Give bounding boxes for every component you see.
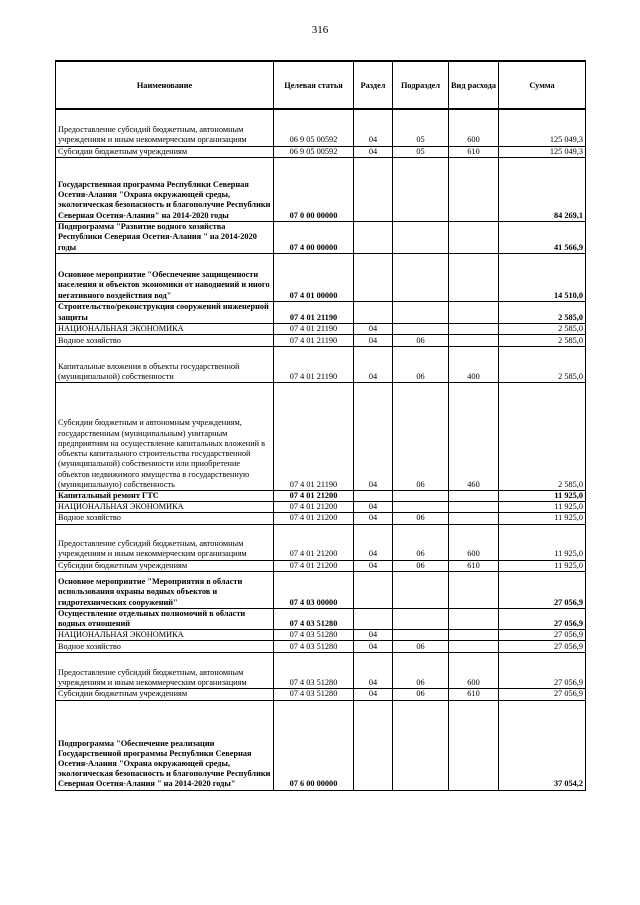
table-body	[56, 109, 586, 790]
row-sum-cell: 11 925,0	[499, 513, 586, 524]
row-razdel-cell: 04	[354, 524, 393, 560]
row-code-cell: 07 4 01 21190	[274, 382, 354, 490]
row-sum-cell: 84 269,1	[499, 157, 586, 221]
row-code-cell: 06 9 05 00592	[274, 146, 354, 157]
row-razdel-cell	[354, 571, 393, 608]
row-name-cell: Субсидии бюджетным и автономным учреждениям, государственным (муниципальным) унитарным предприятиям на осуществление капитальных вложений в объекты капитального строительства государственной (муниципальной) собственности или приобретение объектов недвижимого имущества в государственную (муниципальную) собственность	[56, 382, 274, 490]
row-code-cell: 07 4 03 00000	[274, 571, 354, 608]
row-vid-cell	[449, 221, 499, 253]
row-sum-cell: 27 056,9	[499, 653, 586, 689]
row-razdel-cell	[354, 608, 393, 629]
row-vid-cell	[449, 571, 499, 608]
row-vid-cell	[449, 157, 499, 221]
row-name-cell: Осуществление отдельных полномочий в области водных отношений	[56, 608, 274, 629]
row-sum-cell: 27 056,9	[499, 608, 586, 629]
row-vid-cell: 610	[449, 689, 499, 700]
table-row	[56, 382, 586, 490]
table-row	[56, 346, 586, 382]
row-code-cell: 07 4 03 51280	[274, 630, 354, 641]
row-name-cell: Основное мероприятие "Мероприятия в области использования охраны водных объектов и гидротехнических сооружений"	[56, 571, 274, 608]
row-vid-cell	[449, 608, 499, 629]
row-podrazdel-cell	[393, 157, 449, 221]
row-sum-cell: 11 925,0	[499, 560, 586, 571]
row-name-cell: Водное хозяйство	[56, 641, 274, 653]
table-row	[56, 689, 586, 700]
row-vid-cell: 400	[449, 346, 499, 382]
row-name-cell: Предоставление субсидий бюджетным, автономным учреждениям и иным некоммерческим организациям	[56, 109, 274, 146]
row-razdel-cell	[354, 253, 393, 301]
row-name-cell: Водное хозяйство	[56, 513, 274, 524]
row-razdel-cell: 04	[354, 513, 393, 524]
row-podrazdel-cell: 06	[393, 524, 449, 560]
table-row	[56, 253, 586, 301]
row-podrazdel-cell: 06	[393, 334, 449, 346]
row-razdel-cell: 04	[354, 641, 393, 653]
row-sum-cell: 125 049,3	[499, 146, 586, 157]
row-name-cell: НАЦИОНАЛЬНАЯ ЭКОНОМИКА	[56, 502, 274, 513]
row-code-cell: 07 4 01 21190	[274, 346, 354, 382]
row-podrazdel-cell: 06	[393, 653, 449, 689]
row-name-cell: Субсидии бюджетным учреждениям	[56, 560, 274, 571]
row-sum-cell: 27 056,9	[499, 571, 586, 608]
table-row	[56, 490, 586, 501]
row-code-cell: 07 4 01 21200	[274, 513, 354, 524]
row-vid-cell	[449, 630, 499, 641]
row-sum-cell: 41 566,9	[499, 221, 586, 253]
row-code-cell: 07 4 01 21190	[274, 323, 354, 334]
table-row	[56, 608, 586, 629]
row-razdel-cell	[354, 157, 393, 221]
row-name-cell: Основное мероприятие "Обеспечение защищенности населения и объектов экономики от наводнений и иного негативного воздействия вод"	[56, 253, 274, 301]
row-vid-cell	[449, 334, 499, 346]
row-sum-cell: 2 585,0	[499, 346, 586, 382]
row-vid-cell	[449, 502, 499, 513]
row-razdel-cell	[354, 301, 393, 323]
row-podrazdel-cell: 06	[393, 689, 449, 700]
row-podrazdel-cell: 06	[393, 346, 449, 382]
row-razdel-cell	[354, 490, 393, 501]
row-vid-cell	[449, 323, 499, 334]
row-sum-cell: 2 585,0	[499, 382, 586, 490]
table-row	[56, 571, 586, 608]
row-podrazdel-cell	[393, 301, 449, 323]
row-name-cell: Строительство/реконструкция сооружений инженерной защиты	[56, 301, 274, 323]
table-row	[56, 221, 586, 253]
table-row	[56, 630, 586, 641]
row-name-cell: Субсидии бюджетным учреждениям	[56, 689, 274, 700]
row-code-cell: 07 4 01 00000	[274, 253, 354, 301]
row-code-cell: 07 4 01 21200	[274, 490, 354, 501]
row-sum-cell: 14 510,0	[499, 253, 586, 301]
row-sum-cell: 27 056,9	[499, 641, 586, 653]
row-name-cell: Субсидии бюджетным учреждениям	[56, 146, 274, 157]
row-sum-cell: 2 585,0	[499, 334, 586, 346]
row-sum-cell: 11 925,0	[499, 490, 586, 501]
row-podrazdel-cell: 06	[393, 641, 449, 653]
row-code-cell: 07 4 01 21200	[274, 524, 354, 560]
row-name-cell: Подпрограмма "Обеспечение реализации Государственной программы Республики Северная Осетия-Алания "Охрана окружающей среды, экологическая безопасность и благополучие Республики Северная Осетия-Алания " на 2014-2020 годы"	[56, 700, 274, 790]
header-sum: Сумма	[499, 61, 586, 109]
row-vid-cell: 460	[449, 382, 499, 490]
row-podrazdel-cell	[393, 630, 449, 641]
row-code-cell: 07 4 00 00000	[274, 221, 354, 253]
row-code-cell: 07 4 03 51280	[274, 653, 354, 689]
row-vid-cell	[449, 700, 499, 790]
table-row	[56, 323, 586, 334]
row-vid-cell	[449, 513, 499, 524]
row-name-cell: Водное хозяйство	[56, 334, 274, 346]
row-podrazdel-cell	[393, 221, 449, 253]
table-row	[56, 560, 586, 571]
row-podrazdel-cell	[393, 571, 449, 608]
row-vid-cell: 610	[449, 560, 499, 571]
row-code-cell: 07 4 01 21200	[274, 560, 354, 571]
row-podrazdel-cell: 06	[393, 560, 449, 571]
row-razdel-cell	[354, 221, 393, 253]
row-vid-cell	[449, 301, 499, 323]
table-row	[56, 301, 586, 323]
table-row	[56, 146, 586, 157]
row-vid-cell: 600	[449, 109, 499, 146]
row-podrazdel-cell	[393, 700, 449, 790]
row-name-cell: НАЦИОНАЛЬНАЯ ЭКОНОМИКА	[56, 323, 274, 334]
table-row	[56, 700, 586, 790]
header-vid: Вид расхода	[449, 61, 499, 109]
table-row	[56, 157, 586, 221]
row-razdel-cell: 04	[354, 109, 393, 146]
row-sum-cell: 37 054,2	[499, 700, 586, 790]
row-name-cell: Подпрограмма "Развитие водного хозяйства Республики Северная Осетия-Алания " на 2014-2020 годы	[56, 221, 274, 253]
row-razdel-cell: 04	[354, 560, 393, 571]
row-razdel-cell	[354, 700, 393, 790]
row-vid-cell	[449, 253, 499, 301]
row-sum-cell: 27 056,9	[499, 630, 586, 641]
row-sum-cell: 125 049,3	[499, 109, 586, 146]
row-podrazdel-cell	[393, 490, 449, 501]
table-row	[56, 513, 586, 524]
row-code-cell: 07 6 00 00000	[274, 700, 354, 790]
row-podrazdel-cell	[393, 253, 449, 301]
row-vid-cell	[449, 641, 499, 653]
row-vid-cell: 600	[449, 653, 499, 689]
budget-table	[55, 60, 586, 791]
row-vid-cell	[449, 490, 499, 501]
row-sum-cell: 2 585,0	[499, 323, 586, 334]
row-podrazdel-cell: 05	[393, 109, 449, 146]
row-sum-cell: 27 056,9	[499, 689, 586, 700]
row-name-cell: Государственная программа Республики Северная Осетия-Алания "Охрана окружающей среды, экологическая безопасность и благополучие Республики Северная Осетия-Алания" на 2014-2020 годы	[56, 157, 274, 221]
table-row	[56, 502, 586, 513]
row-razdel-cell: 04	[354, 323, 393, 334]
row-code-cell: 07 4 01 21190	[274, 334, 354, 346]
row-name-cell: Предоставление субсидий бюджетным, автономным учреждениям и иным некоммерческим организациям	[56, 524, 274, 560]
row-podrazdel-cell: 06	[393, 382, 449, 490]
row-code-cell: 07 4 03 51280	[274, 608, 354, 629]
row-code-cell: 06 9 05 00592	[274, 109, 354, 146]
row-razdel-cell: 04	[354, 653, 393, 689]
row-razdel-cell: 04	[354, 382, 393, 490]
row-razdel-cell: 04	[354, 334, 393, 346]
row-code-cell: 07 0 00 00000	[274, 157, 354, 221]
row-razdel-cell: 04	[354, 502, 393, 513]
row-code-cell: 07 4 01 21200	[274, 502, 354, 513]
row-name-cell: Капитальные вложения в объекты государственной (муниципальной) собственности	[56, 346, 274, 382]
row-razdel-cell: 04	[354, 346, 393, 382]
table-row	[56, 109, 586, 146]
row-sum-cell: 11 925,0	[499, 502, 586, 513]
row-code-cell: 07 4 03 51280	[274, 641, 354, 653]
header-podrazdel: Подраздел	[393, 61, 449, 109]
row-name-cell: Капитальный ремонт ГТС	[56, 490, 274, 501]
header-code: Целевая статья	[274, 61, 354, 109]
row-podrazdel-cell: 05	[393, 146, 449, 157]
header-name: Наименование	[56, 61, 274, 109]
row-name-cell: Предоставление субсидий бюджетным, автономным учреждениям и иным некоммерческим организациям	[56, 653, 274, 689]
row-razdel-cell: 04	[354, 630, 393, 641]
table-row	[56, 524, 586, 560]
row-sum-cell: 2 585,0	[499, 301, 586, 323]
header-razdel: Раздел	[354, 61, 393, 109]
row-code-cell: 07 4 01 21190	[274, 301, 354, 323]
row-podrazdel-cell	[393, 608, 449, 629]
row-vid-cell: 610	[449, 146, 499, 157]
table-row	[56, 653, 586, 689]
page-number: 316	[311, 24, 329, 36]
row-vid-cell: 600	[449, 524, 499, 560]
table-header	[56, 61, 586, 109]
table-row	[56, 641, 586, 653]
row-podrazdel-cell: 06	[393, 513, 449, 524]
row-name-cell: НАЦИОНАЛЬНАЯ ЭКОНОМИКА	[56, 630, 274, 641]
row-razdel-cell: 04	[354, 689, 393, 700]
row-code-cell: 07 4 03 51280	[274, 689, 354, 700]
row-podrazdel-cell	[393, 502, 449, 513]
row-sum-cell: 11 925,0	[499, 524, 586, 560]
row-podrazdel-cell	[393, 323, 449, 334]
row-razdel-cell: 04	[354, 146, 393, 157]
table-row	[56, 334, 586, 346]
